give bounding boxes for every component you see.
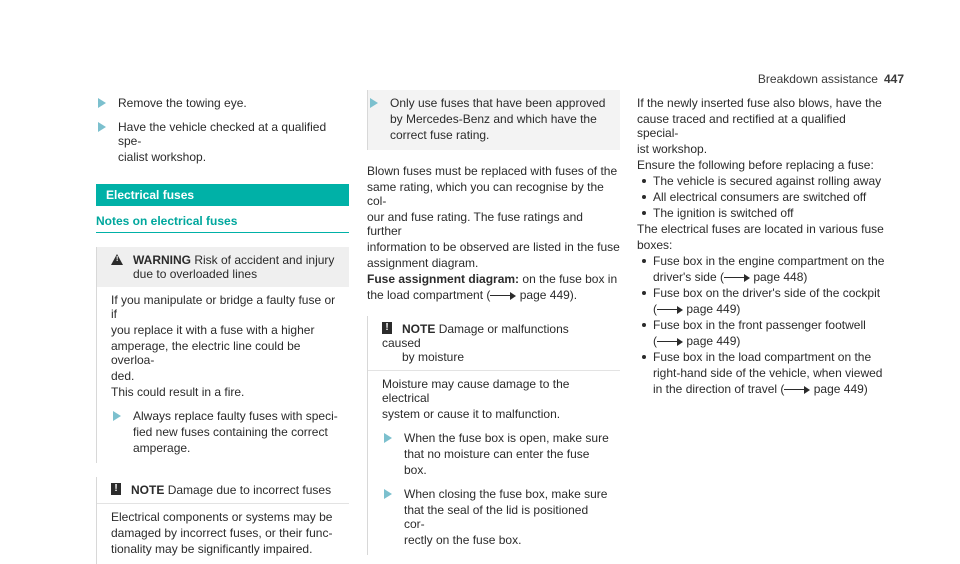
paragraph: If the newly inserted fuse also blows, have the cause traced and rectified at a qualified special- ist workshop. Ensure the following before replacing a fuse: bbox=[637, 96, 882, 172]
reference-arrow-icon bbox=[657, 337, 683, 346]
list-item: The ignition is switched off bbox=[637, 206, 890, 220]
bullet-arrow-icon bbox=[98, 122, 106, 132]
page-reference-link[interactable]: page 449) bbox=[686, 302, 741, 316]
page-reference-link[interactable]: page 449) bbox=[813, 382, 868, 396]
list-item: Fuse box on the driver's side of the cockpit ( page 449) bbox=[637, 286, 890, 316]
paragraph: The electrical fuses are located in various fuse boxes: bbox=[637, 222, 884, 252]
section-name: Breakdown assistance bbox=[757, 72, 878, 86]
list-item: When the fuse box is open, make sure that no moisture can enter the fuse box. bbox=[382, 431, 612, 477]
list-item: The vehicle is secured against rolling away bbox=[637, 174, 890, 188]
list-item: Fuse box in the load compartment on the right-hand side of the vehicle, when viewed in the direction of travel ( page 449) bbox=[637, 350, 890, 396]
list-item: Fuse box in the engine compartment on the driver's side ( page 448) bbox=[637, 254, 890, 284]
page-reference-link[interactable]: page 449). bbox=[519, 288, 578, 302]
list-item: Have the vehicle checked at a qualified spe- cialist workshop. bbox=[96, 120, 349, 164]
note-header: ! NOTE Damage due to incorrect fuses bbox=[97, 477, 349, 504]
list-item: Remove the towing eye. bbox=[96, 96, 349, 110]
running-header bbox=[758, 72, 904, 86]
note-body: Moisture may cause damage to the electrical system or cause it to malfunction. When the fuse box is open, make sure that no moisture can enter the fuse box. When closing the fuse box, make sure that the seal of the lid is positioned cor- rectly on the fuse box. bbox=[368, 371, 620, 555]
subheading: Notes on electrical fuses bbox=[96, 214, 349, 233]
column-2 bbox=[367, 96, 620, 555]
paragraph: Blown fuses must be replaced with fuses of the same rating, which you can recognise by the col- our and fuse rating. The fuse ratings and further information to be observed are listed in the fuse assignment diagram. Fuse assignment diagram: on the fuse box in the load compartment ( page 449). bbox=[367, 164, 620, 302]
bullet-arrow-icon bbox=[370, 98, 378, 108]
note-exclamation-icon: ! bbox=[111, 483, 121, 495]
bullet-arrow-icon bbox=[384, 433, 392, 443]
list-item: All electrical consumers are switched off bbox=[637, 190, 890, 204]
column-3 bbox=[637, 96, 890, 398]
column-1 bbox=[96, 96, 349, 564]
warning-header: ! WARNING Risk of accident and injury due to overloaded lines bbox=[97, 247, 349, 287]
reference-arrow-icon bbox=[784, 385, 810, 394]
list-item: Fuse box in the front passenger footwell ( page 449) bbox=[637, 318, 890, 348]
warning-body: If you manipulate or bridge a faulty fuse or if you replace it with a fuse with a higher amperage, the electric line could be overloa- ded. This could result in a fire. Always replace faulty fuses with speci- fied new fuses containing the correct amperage. bbox=[97, 287, 349, 463]
note-header: ! NOTE Damage or malfunctions caused by moisture bbox=[368, 316, 620, 371]
note-body: Electrical components or systems may be damaged by incorrect fuses, or their func- tionality may be significantly impaired. bbox=[111, 510, 333, 556]
warning-triangle-icon: ! bbox=[111, 254, 123, 265]
bullet-arrow-icon bbox=[384, 489, 392, 499]
bullet-arrow-icon bbox=[113, 411, 121, 421]
list-item: Always replace faulty fuses with speci- fied new fuses containing the correct amperage. bbox=[111, 409, 341, 455]
reference-arrow-icon bbox=[490, 291, 516, 300]
reference-arrow-icon bbox=[657, 305, 683, 314]
page-reference-link[interactable]: page 449) bbox=[686, 334, 741, 348]
note-box bbox=[96, 477, 349, 564]
note-exclamation-icon: ! bbox=[382, 322, 392, 334]
warning-box bbox=[96, 247, 349, 463]
page-reference-link[interactable]: page 448) bbox=[753, 270, 808, 284]
section-title: Electrical fuses bbox=[96, 184, 349, 206]
bullet-arrow-icon bbox=[98, 98, 106, 108]
list-item: Only use fuses that have been approved by Mercedes-Benz and which have the correct fuse rating. bbox=[367, 90, 620, 150]
page-number: 447 bbox=[883, 72, 904, 86]
list-item: When closing the fuse box, make sure that the seal of the lid is positioned cor- rectly on the fuse box. bbox=[382, 487, 612, 547]
note-box bbox=[367, 316, 620, 555]
reference-arrow-icon bbox=[724, 273, 750, 282]
